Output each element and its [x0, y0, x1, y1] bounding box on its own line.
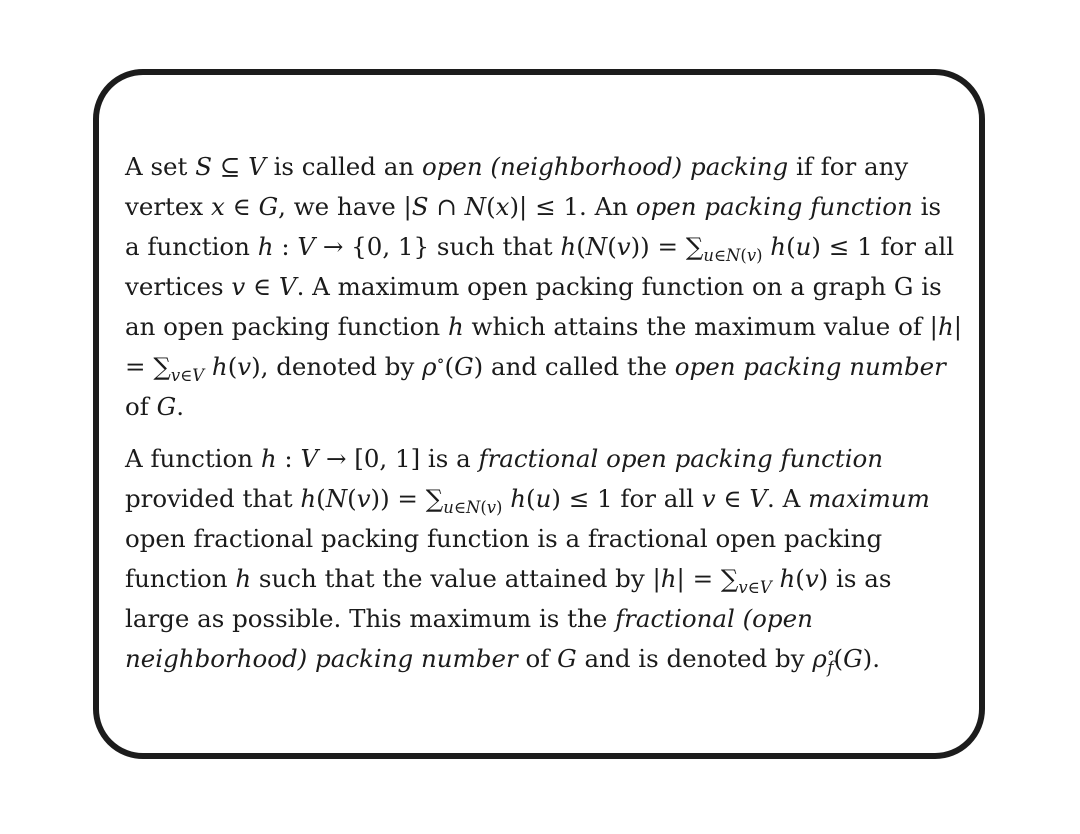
- slide-content: [99, 75, 979, 679]
- slide-frame: [93, 69, 985, 759]
- paragraph-open-packing-definition: A set S ⊆ V is called an open (neighborhood) packing if for any vertex x ∈ G, we have |S ∩ N(x)| ≤ 1. An open packing function is a function h : V → {0, 1} such that $h(N(v)) = \sum_{u\in N(v)}$ h(u) ≤ 1 for all vertices v ∈ V. A maximum open packing function on a graph G is an open packing function h which attains the maximum value of $|h| = \sum_{v\in V}$ h(v), denoted by ρ∘(G) and called the open packing number of G.: [125, 152, 962, 421]
- paragraph-fractional-open-packing-definition: A function h : V → [0, 1] is a fractional open packing function provided that $h(N(v)) = \sum_{u\in N(v)}$ h(u) ≤ 1 for all v ∈ V. A maximum open fractional packing function is a fractional open packing function h such that the value attained by $|h| = \sum_{v\in V}$ h(v) is as large as possible. This maximum is the fractional (open neighborhood) packing number of G and is denoted by $\rho^\circ_f(G)$.: [125, 444, 930, 677]
